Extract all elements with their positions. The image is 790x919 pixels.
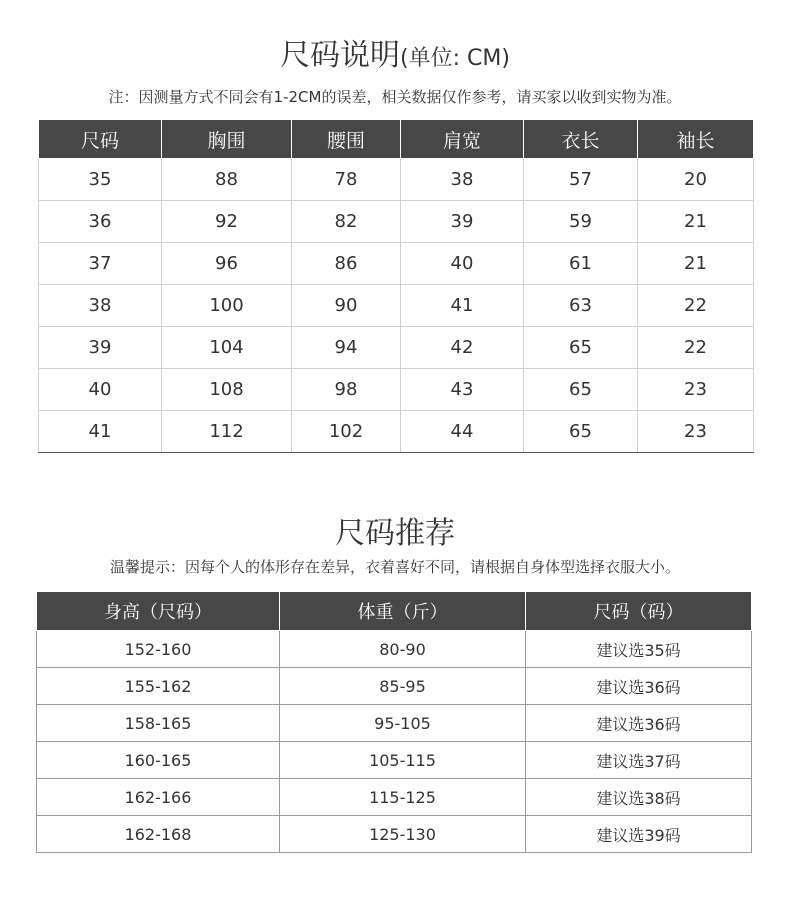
size-table-row-cell: 40 [39, 369, 162, 411]
size-table-row-cell: 104 [162, 327, 292, 369]
size-table-header: 衣长 [524, 120, 638, 159]
size-table-row-cell: 41 [39, 411, 162, 453]
size-table-row [39, 285, 754, 327]
size-table-row [39, 201, 754, 243]
size-table-row-cell: 65 [524, 411, 638, 453]
size-table-row-cell: 59 [524, 201, 638, 243]
size-table-header: 胸围 [162, 120, 292, 159]
size-table-row [39, 369, 754, 411]
recommend-table-row-cell: 125-130 [280, 816, 526, 853]
size-table-row-cell: 96 [162, 243, 292, 285]
recommend-table-row-cell: 建议选36码 [526, 705, 752, 742]
size-table-row-cell: 98 [292, 369, 401, 411]
size-table-row [39, 411, 754, 453]
size-table-row-cell: 36 [39, 201, 162, 243]
size-table-row-cell: 86 [292, 243, 401, 285]
recommend-table-row [37, 631, 752, 668]
size-table-row-cell: 94 [292, 327, 401, 369]
size-table-row-cell: 112 [162, 411, 292, 453]
size-chart-unit: (单位: CM) [400, 46, 510, 71]
size-table-row-cell: 39 [401, 201, 524, 243]
size-table-row-cell: 23 [638, 369, 754, 411]
recommend-table-row-cell: 162-166 [37, 779, 280, 816]
recommend-table-row-cell: 建议选37码 [526, 742, 752, 779]
size-table-row-cell: 21 [638, 201, 754, 243]
size-table-row-cell: 65 [524, 327, 638, 369]
recommend-table-row [37, 779, 752, 816]
size-table-row [39, 327, 754, 369]
recommend-table-row-cell: 建议选36码 [526, 668, 752, 705]
recommend-table-row-cell: 建议选39码 [526, 816, 752, 853]
recommend-table-row-cell: 105-115 [280, 742, 526, 779]
size-table-row-cell: 20 [638, 159, 754, 201]
recommend-table-row-cell: 85-95 [280, 668, 526, 705]
size-table-header: 肩宽 [401, 120, 524, 159]
size-table-row-cell: 102 [292, 411, 401, 453]
size-table-row-cell: 57 [524, 159, 638, 201]
size-table-row [39, 243, 754, 285]
size-table-header: 尺码 [39, 120, 162, 159]
size-table-row-cell: 21 [638, 243, 754, 285]
size-chart-note: 注：因测量方式不同会有1-2CM的误差，相关数据仅作参考，请买家以收到实物为准。 [108, 88, 682, 106]
size-table-row-cell: 63 [524, 285, 638, 327]
recommend-table-row-cell: 155-162 [37, 668, 280, 705]
recommend-table-row-cell: 162-168 [37, 816, 280, 853]
size-table-row-cell: 108 [162, 369, 292, 411]
recommend-table [36, 591, 752, 853]
recommend-table-row [37, 742, 752, 779]
size-table-row-cell: 38 [401, 159, 524, 201]
size-table-row [39, 159, 754, 201]
recommend-table-row-cell: 建议选38码 [526, 779, 752, 816]
size-table-row-cell: 38 [39, 285, 162, 327]
recommend-table-row [37, 668, 752, 705]
size-table-row-cell: 61 [524, 243, 638, 285]
recommend-title: 尺码推荐 [335, 516, 455, 551]
size-table-row-cell: 92 [162, 201, 292, 243]
size-table-row-cell: 44 [401, 411, 524, 453]
recommend-table-row [37, 816, 752, 853]
size-table-header-row [39, 120, 754, 159]
size-table-row-cell: 41 [401, 285, 524, 327]
recommend-note: 温馨提示：因每个人的体形存在差异，衣着喜好不同，请根据自身体型选择衣服大小。 [109, 558, 680, 576]
size-table-row-cell: 65 [524, 369, 638, 411]
size-table-row-cell: 78 [292, 159, 401, 201]
size-table-row-cell: 90 [292, 285, 401, 327]
size-table-row-cell: 37 [39, 243, 162, 285]
recommend-table-row-cell: 152-160 [37, 631, 280, 668]
size-table-header: 腰围 [292, 120, 401, 159]
recommend-table-row-cell: 80-90 [280, 631, 526, 668]
size-table-row-cell: 23 [638, 411, 754, 453]
size-table-row-cell: 43 [401, 369, 524, 411]
size-table-row-cell: 22 [638, 285, 754, 327]
size-table-row-cell: 100 [162, 285, 292, 327]
size-chart-title [0, 30, 790, 74]
recommend-table-row-cell: 115-125 [280, 779, 526, 816]
recommend-table-row-cell: 95-105 [280, 705, 526, 742]
recommend-table-row [37, 705, 752, 742]
recommend-table-header: 体重（斤） [280, 592, 526, 631]
size-table-row-cell: 88 [162, 159, 292, 201]
size-table-row-cell: 35 [39, 159, 162, 201]
size-table-header: 袖长 [638, 120, 754, 159]
size-chart-title-text: 尺码说明 [280, 38, 401, 73]
size-table-row-cell: 22 [638, 327, 754, 369]
size-table-row-cell: 39 [39, 327, 162, 369]
size-table-row-cell: 42 [401, 327, 524, 369]
size-table [38, 119, 754, 453]
size-table-row-cell: 40 [401, 243, 524, 285]
size-table-row-cell: 82 [292, 201, 401, 243]
recommend-table-header: 身高（尺码） [37, 592, 280, 631]
recommend-table-row-cell: 160-165 [37, 742, 280, 779]
recommend-table-header: 尺码（码） [526, 592, 752, 631]
recommend-table-header-row [37, 592, 752, 631]
recommend-table-row-cell: 158-165 [37, 705, 280, 742]
recommend-table-row-cell: 建议选35码 [526, 631, 752, 668]
